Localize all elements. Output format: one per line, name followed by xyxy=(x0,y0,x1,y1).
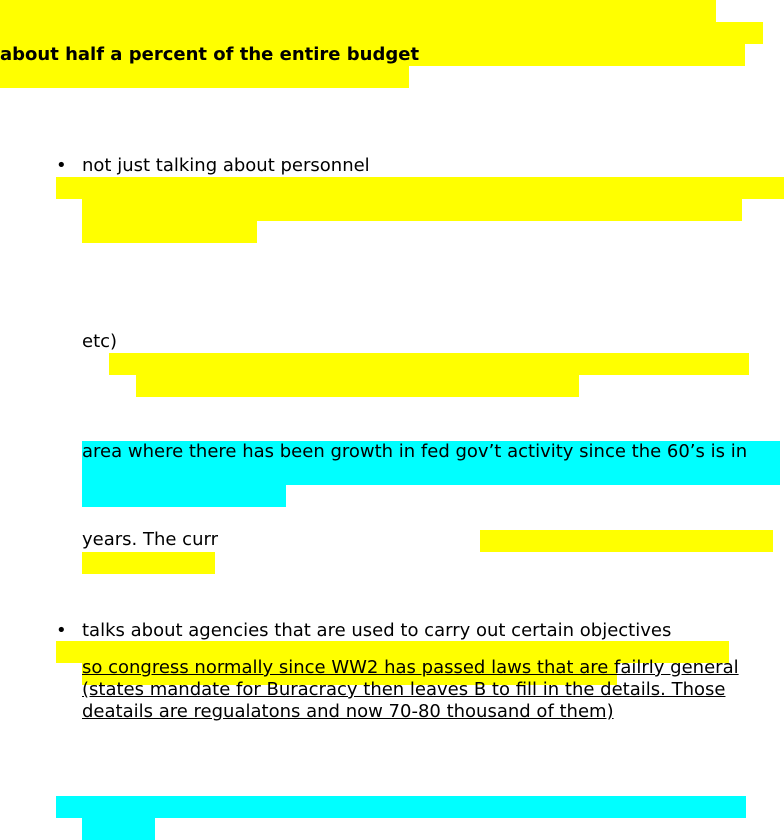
highlight-block xyxy=(0,0,716,22)
highlight-block-cyan xyxy=(56,796,746,818)
highlight-block-cyan xyxy=(82,463,780,485)
highlight-block xyxy=(82,199,742,221)
highlight-block xyxy=(136,375,579,397)
highlight-block xyxy=(480,530,773,552)
highlight-block-cyan xyxy=(82,818,155,840)
highlight-block-cyan xyxy=(82,485,286,507)
highlight-block xyxy=(0,22,763,44)
bullet-text-agencies: talks about agencies that are used to carry out certain objectives xyxy=(82,620,672,641)
bullet-marker: • xyxy=(56,155,67,176)
underlined-paragraph: so congress normally since WW2 has passed laws that are failrly general (states mandate for Buracracy then leaves B to fill in the details. Those deatails are regualatons and now 70-80 thousand of them) xyxy=(82,657,739,722)
highlight-block xyxy=(0,66,409,88)
bullet-marker: • xyxy=(56,620,67,641)
highlight-block xyxy=(56,177,784,199)
highlight-block xyxy=(109,353,749,375)
bullet-text-personnel: not just talking about personnel xyxy=(82,155,370,176)
highlight-block xyxy=(82,552,215,574)
cyan-line-text: area where there has been growth in fed gov’t activity since the 60’s is in xyxy=(82,441,748,462)
bold-heading-line: about half a percent of the entire budget xyxy=(0,44,420,65)
fragment-etc: etc) xyxy=(82,331,118,352)
highlight-block xyxy=(82,221,257,243)
fragment-years: years. The curr xyxy=(82,529,218,550)
